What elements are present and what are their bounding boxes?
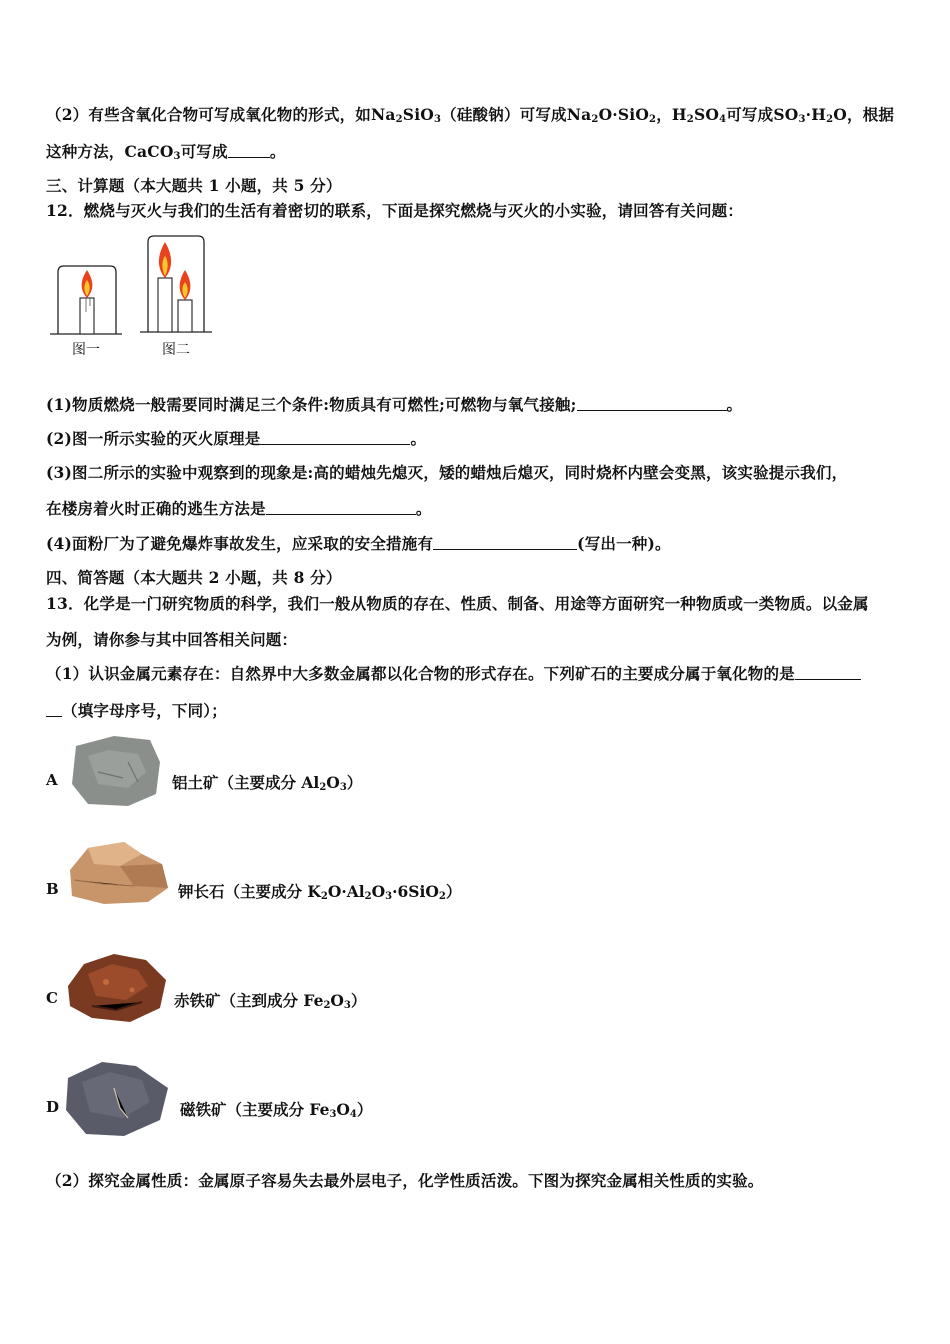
option-a-letter: A bbox=[46, 771, 58, 789]
short-candle bbox=[178, 300, 192, 332]
q13-stem-line1: 13．化学是一门研究物质的科学，我们一般从物质的存在、性质、制备、用途等方面研究一种物质或一类物质。以金属 bbox=[46, 594, 869, 613]
section3-title: 三、计算题（本大题共 1 小题，共 5 分） bbox=[46, 176, 342, 195]
ore-c-hematite-image bbox=[62, 950, 170, 1026]
q12-p3-line2: 在楼房着火时正确的逃生方法是 。 bbox=[46, 499, 432, 518]
q13-p1-line1: （1）认识金属元素存在：自然界中大多数金属都以化合物的形式存在。下列矿石的主要成分属于氧化物的是 bbox=[46, 662, 861, 684]
fig2-label: 图二 bbox=[162, 342, 190, 358]
option-c-description: 赤铁矿（主到成分 $Fe_2O_3$） bbox=[174, 991, 367, 1011]
answer-blank[interactable] bbox=[266, 500, 416, 515]
answer-blank[interactable] bbox=[46, 702, 62, 717]
answer-blank[interactable] bbox=[228, 143, 270, 158]
fig1-label: 图一 bbox=[72, 342, 100, 358]
q13-p2: （2）探究金属性质：金属原子容易失去最外层电子，化学性质活泼。下图为探究金属相关性质的实验。 bbox=[46, 1171, 764, 1190]
formula-caco3: CaCO$_3$ bbox=[124, 142, 181, 162]
q12-stem: 12．燃烧与灭火与我们的生活有着密切的联系，下面是探究燃烧与灭火的小实验，请回答有关问题： bbox=[46, 201, 744, 220]
section4-title: 四、简答题（本大题共 2 小题，共 8 分） bbox=[46, 568, 342, 587]
option-b-description: 钾长石（主要成分 $K_2O\cdot Al_2O_3\cdot 6SiO_2$） bbox=[178, 882, 462, 902]
option-d-letter: D bbox=[46, 1098, 60, 1116]
answer-blank[interactable] bbox=[260, 430, 410, 445]
answer-blank[interactable] bbox=[795, 665, 861, 680]
formula-na2o-sio2: $Na_2O\cdot SiO_2$ bbox=[566, 105, 657, 125]
q13-stem-line2: 为例，请你参与其中回答相关问题： bbox=[46, 630, 298, 649]
option-c-letter: C bbox=[46, 989, 58, 1007]
beaker-outline bbox=[148, 236, 204, 332]
answer-blank[interactable] bbox=[577, 396, 727, 411]
formula-na2sio3: $Na_2SiO_3$ bbox=[371, 105, 442, 125]
option-a-description: 铝土矿（主要成分 $Al_2O_3$） bbox=[172, 773, 363, 793]
formula-h2so4: $H_2SO_4$ bbox=[671, 105, 727, 125]
tall-candle bbox=[158, 278, 172, 332]
q12-p2: (2)图一所示实验的灭火原理是 。 bbox=[46, 429, 427, 448]
ore-b-feldspar-image bbox=[64, 840, 172, 910]
q11-part2-line2: 这种方法，CaCO$_3$可写成 。 bbox=[46, 142, 286, 162]
figure-2-two-candles bbox=[136, 228, 216, 358]
candle bbox=[80, 298, 94, 334]
answer-blank[interactable] bbox=[433, 535, 577, 550]
ore-d-magnetite-image bbox=[62, 1058, 174, 1140]
option-b-letter: B bbox=[46, 880, 59, 898]
q12-p4: (4)面粉厂为了避免爆炸事故发生，应采取的安全措施有 (写出一种)。 bbox=[46, 534, 671, 553]
q13-p1-line2: （填字母序号，下同）； bbox=[46, 699, 227, 721]
figure-1-candle-beaker bbox=[46, 236, 126, 366]
q11-part2-line1: （2）有些含氧化合物可写成氧化物的形式，如$Na_2SiO_3$（硅酸钠）可写成$Na_2O\cdot SiO_2$，$H_2SO_4$可写成$SO_3\cdot H_2O$，根据 bbox=[46, 105, 895, 125]
formula-so3-h2o: $SO_3\cdot H_2O$ bbox=[773, 105, 847, 125]
q12-p1: (1)物质燃烧一般需要同时满足三个条件:物质具有可燃性;可燃物与氧气接触; 。 bbox=[46, 395, 743, 414]
option-d-description: 磁铁矿（主要成分 $Fe_3O_4$） bbox=[180, 1100, 373, 1120]
q12-p3-line1: (3)图二所示的实验中观察到的现象是:高的蜡烛先熄灭，矮的蜡烛后熄灭，同时烧杯内壁会变黑，该实验提示我们， bbox=[46, 463, 848, 482]
ore-a-bauxite-image bbox=[68, 732, 164, 812]
